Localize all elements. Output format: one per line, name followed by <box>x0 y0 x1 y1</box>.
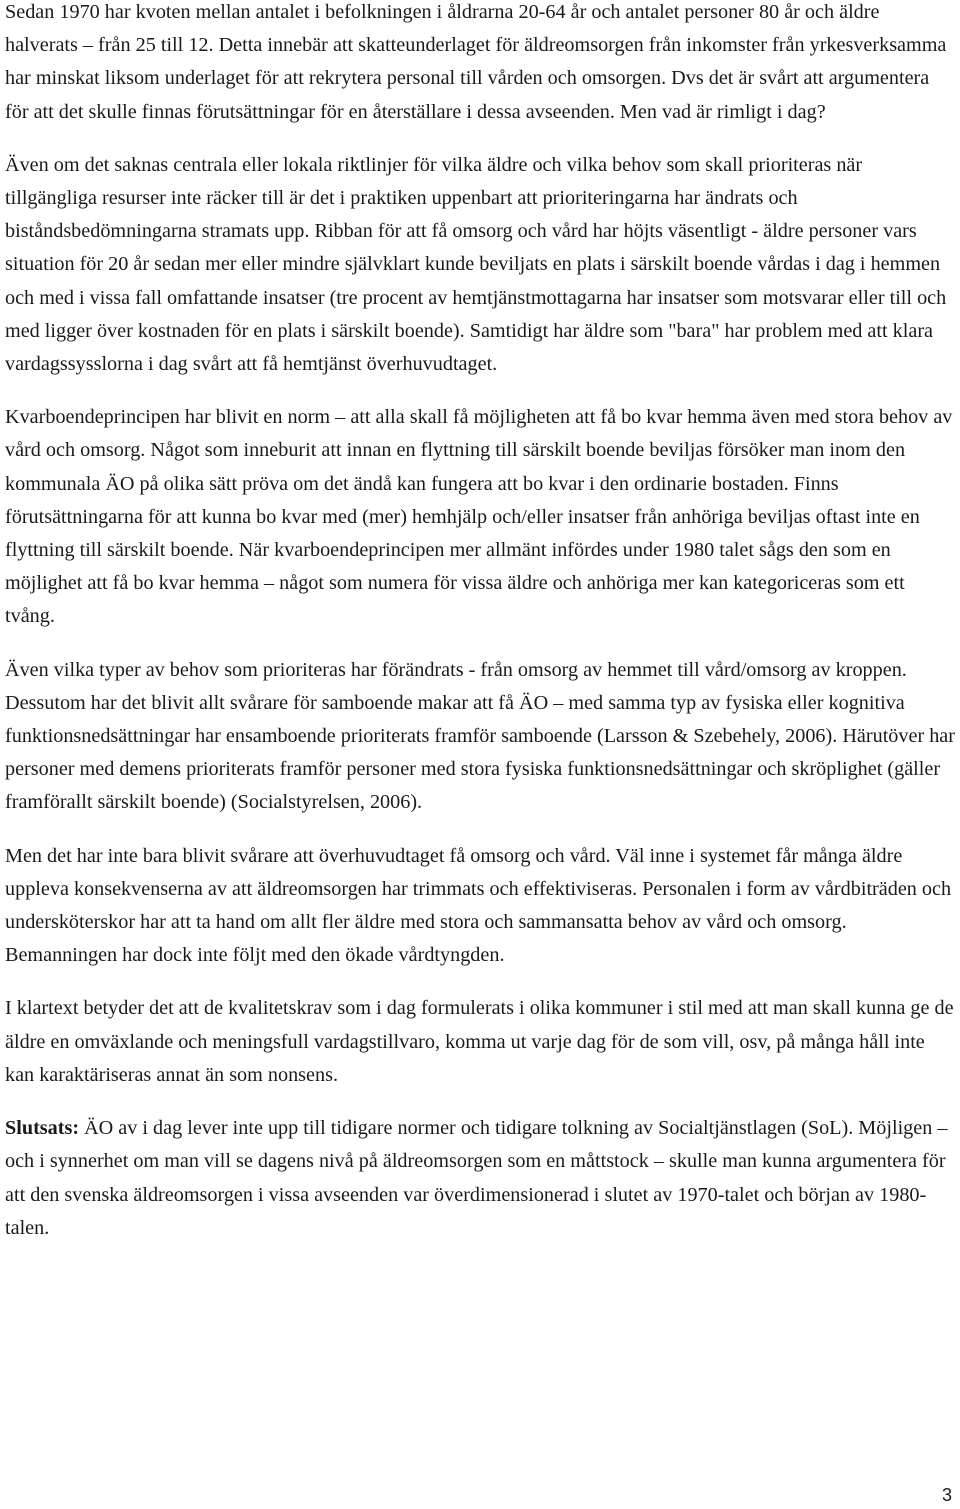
paragraph-4: Även vilka typer av behov som prioriteras har förändrats - från omsorg av hemmet till vård/omsorg av kroppen. Dessutom har det blivit allt svårare för samboende makar att få ÄO – med samma typ av fysiska eller kognitiva funktionsnedsättningar har ensamboende prioriterats framför samboende (Larsson & Szebehely, 2006). Härutöver har personer med demens prioriterats framför personer med stora fysiska funktionsnedsättningar och skröplighet (gäller framförallt särskilt boende) (Socialstyrelsen, 2006). <box>5 658 955 814</box>
conclusion-label: Slutsats: <box>5 1117 80 1140</box>
conclusion-paragraph <box>5 1112 957 1245</box>
conclusion-text: ÄO av i dag lever inte upp till tidigare normer och tidigare tolkning av Socialtjänstlagen (SoL). Möjligen – och i synnerhet om man vill se dagens nivå på äldreomsorgen som en måttstock – skulle man kunna argumentera för att den svenska äldreomsorgen i vissa avseenden var överdimensionerad i slutet av 1970-talet och början av 1980-talen. <box>5 1117 948 1239</box>
paragraph-1: Sedan 1970 har kvoten mellan antalet i befolkningen i åldrarna 20-64 år och antalet personer 80 år och äldre halverats – från 25 till 12. Detta innebär att skatteunderlaget för äldreomsorgen från inkomster från yrkesverksamma har minskat liksom underlaget för att rekrytera personal till vården och omsorgen. Dvs det är svårt att argumentera för att det skulle finnas förutsättningar för en återställare i dessa avseenden. Men vad är rimligt i dag? <box>5 1 947 123</box>
paragraph-2: Även om det saknas centrala eller lokala riktlinjer för vilka äldre och vilka behov som skall prioriteras när tillgängliga resurser inte räcker till är det i praktiken uppenbart att prioriteringarna har ändrats och biståndsbedömningarna stramats upp. Ribban för att få omsorg och vård har höjts väsentligt - äldre personer vars situation för 20 år sedan mer eller mindre självklart kunde beviljats en plats i särskilt boende vårdas i dag i hemmen och med i vissa fall omfattande insatser (tre procent av hemtjänstmottagarna har insatser som motsvarar eller till och med ligger över kostnaden för en plats i särskilt boende). Samtidigt har äldre som "bara" har problem med att klara vardagssysslorna i dag svårt att få hemtjänst överhuvudtaget. <box>5 153 947 376</box>
page-number: 3 <box>941 1485 952 1505</box>
paragraph-3: Kvarboendeprincipen har blivit en norm – att alla skall få möjligheten att få bo kvar hemma även med stora behov av vård och omsorg. Något som inneburit att innan en flyttning till särskilt boende beviljas försöker man inom den kommunala ÄO på olika sätt pröva om det ändå kan fungera att bo kvar i den ordinarie bostaden. Finns förutsättningarna för att kunna bo kvar med (mer) hemhjälp och/eller insatser från anhöriga beviljas oftast inte en flyttning till särskilt boende. När kvarboendeprincipen mer allmänt infördes under 1980 talet sågs den som en möjlighet att få bo kvar hemma – något som numera för vissa äldre och anhöriga mer kan kategoriceras som ett tvång. <box>5 406 953 628</box>
paragraph-5: Men det har inte bara blivit svårare att överhuvudtaget få omsorg och vård. Väl inne i systemet får många äldre uppleva konsekvenserna av att äldreomsorgen har trimmats och effektiviseras. Personalen i form av vårdbiträden och undersköterskor har att ta hand om allt fler äldre med stora och sammansatta behov av vård och omsorg. Bemanningen har dock inte följt med den ökade vårdtyngden. <box>5 844 952 967</box>
paragraph-6: I klartext betyder det att de kvalitetskrav som i dag formulerats i olika kommuner i stil med att man skall kunna ge de äldre en omväxlande och meningsfull vardagstillvaro, komma ut varje dag för de som vill, osv, på många håll inte kan karaktäriseras annat än som nonsens. <box>5 997 954 1086</box>
document-page <box>5 0 957 1265</box>
